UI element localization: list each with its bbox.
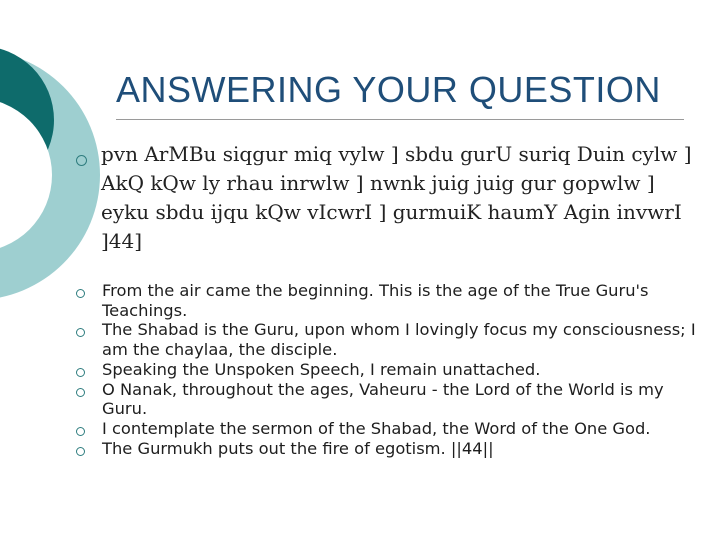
bullet-icon bbox=[76, 328, 85, 337]
translation-list bbox=[76, 281, 696, 458]
translation-line: The Gurmukh puts out the fire of egotism. ||44|| bbox=[102, 438, 494, 458]
page-title: ANSWERING YOUR QUESTION bbox=[116, 69, 661, 110]
bullet-icon bbox=[76, 289, 85, 298]
list-item bbox=[76, 140, 696, 256]
translation-line: O Nanak, throughout the ages, Vaheuru - the Lord of the World is my Guru. bbox=[102, 379, 664, 419]
bullet-icon bbox=[76, 427, 85, 436]
list-item bbox=[76, 380, 696, 419]
translation-line: Speaking the Unspoken Speech, I remain unattached. bbox=[102, 359, 541, 379]
translation-line: I contemplate the sermon of the Shabad, the Word of the One God. bbox=[102, 418, 651, 438]
bullet-icon bbox=[76, 388, 85, 397]
list-item bbox=[76, 439, 696, 459]
list-item bbox=[76, 281, 696, 320]
bullet-icon bbox=[76, 447, 85, 456]
list-item bbox=[76, 360, 696, 380]
list-item bbox=[76, 419, 696, 439]
gurmukhi-text: pvn ArMBu siqgur miq vylw ] sbdu gurU suriq Duin cylw ] AkQ kQw ly rhau inrwlw ] nwnk juig juig gur gopwlw ] eyku sbdu ijqu kQw vIcwrI ] gurmuiK haumY Agin invwrI ]44] bbox=[101, 142, 692, 253]
translation-line: From the air came the beginning. This is the age of the True Guru's Teachings. bbox=[102, 281, 649, 320]
gurmukhi-block bbox=[76, 140, 696, 256]
list-item bbox=[76, 320, 696, 359]
translation-line: The Shabad is the Guru, upon whom I lovingly focus my consciousness; I am the chaylaa, the disciple. bbox=[102, 320, 696, 360]
title-divider bbox=[116, 119, 684, 120]
bullet-icon bbox=[76, 155, 87, 166]
bullet-icon bbox=[76, 368, 85, 377]
